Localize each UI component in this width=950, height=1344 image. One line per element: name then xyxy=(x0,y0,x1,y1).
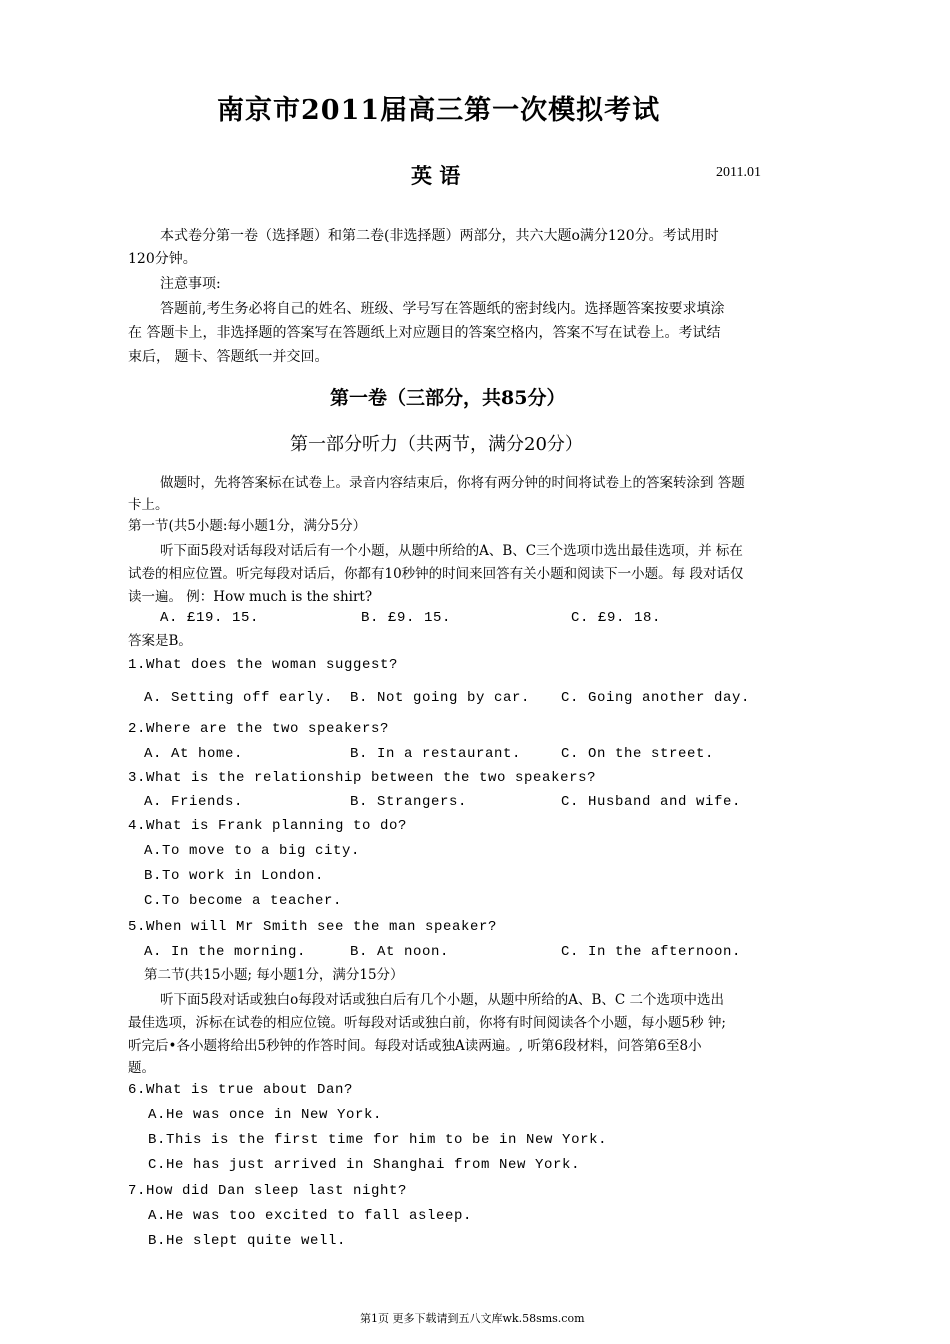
q6-option-b: B.This is the first time for him to be in New York. xyxy=(148,1132,608,1148)
q1-option-b: B. Not going by car. xyxy=(350,690,531,706)
example-answer: 答案是B。 xyxy=(128,633,192,649)
q3-stem: 3.What is the relationship between the two speakers? xyxy=(128,770,597,786)
subject-title: 英 语 xyxy=(411,163,461,188)
q6-stem: 6.What is true about Dan? xyxy=(128,1082,354,1098)
q4-option-a: A.To move to a big city. xyxy=(144,843,361,859)
section1-instruction-line-1: 听下面5段对话每段对话后有一个小题，从题中所给的A、B、C三个选项巾选出最佳选项，并 标在 xyxy=(160,543,743,559)
notice-line-1: 答题前,考生务必将自己的姓名、班级、学号写在答题纸的密封线内。选择题答案按要求填涂 xyxy=(160,301,725,317)
section1-heading: 第一节(共5小题:每小题1分，满分5分） xyxy=(128,518,367,534)
q6-option-c: C.He has just arrived in Shanghai from New York. xyxy=(148,1157,581,1173)
section2-heading: 第二节(共15小题; 每小题1分，满分15分） xyxy=(144,967,404,983)
volume1-heading: 第一卷（三部分，共85分） xyxy=(330,387,566,409)
q3-option-c: C. Husband and wife. xyxy=(561,794,742,810)
q4-stem: 4.What is Frank planning to do? xyxy=(128,818,408,834)
q2-option-b: B. In a restaurant. xyxy=(350,746,522,762)
q1-stem: 1.What does the woman suggest? xyxy=(128,657,399,673)
q1-option-c: C. Going another day. xyxy=(561,690,751,706)
q5-option-c: C. In the afternoon. xyxy=(561,944,742,960)
q2-option-c: C. On the street. xyxy=(561,746,715,762)
q3-option-a: A. Friends. xyxy=(144,794,244,810)
example-option-b: B. £9. 15. xyxy=(361,610,452,626)
notice-line-3: 束后， 题卡、答题纸一并交回。 xyxy=(128,349,329,365)
section1-instruction-line-2: 试卷的相应位置。听完每段对话后，你都有10秒钟的时间来回答有关小题和阅读下一小题。每 段对话仅 xyxy=(128,566,744,582)
q7-option-b: B.He slept quite well. xyxy=(148,1233,347,1249)
example-option-c: C. £9. 18. xyxy=(571,610,662,626)
q7-option-a: A.He was too excited to fall asleep. xyxy=(148,1208,473,1224)
q5-option-a: A. In the morning. xyxy=(144,944,307,960)
notice-line-2: 在 答题卡上，非选择题的答案写在答题纸上对应题目的答案空格内，答案不写在试卷上。考试结 xyxy=(128,325,721,341)
example-option-a: A. £19. 15. xyxy=(160,610,260,626)
section2-instruction-line-2: 最佳选项，泝标在试卷的相应位镜。听每段对话或独白前，你将有时间阅读各个小题，每小题5秒 钟; xyxy=(128,1015,726,1031)
notice-label: 注意事项: xyxy=(160,276,221,292)
page-footer: 第1页 更多下载请到五八文库wk.58sms.com xyxy=(360,1312,585,1325)
q6-option-a: A.He was once in New York. xyxy=(148,1107,383,1123)
exam-date: 2011.01 xyxy=(716,165,761,180)
section2-instruction-line-1: 听下面5段对话或独白o每段对话或独白后有几个小题，从题中所给的A、B、C 二个选项中选出 xyxy=(160,992,725,1008)
intro-line-1: 本式卷分第一卷（选择题）和第二卷(非选择题）两部分，共六大题o满分120分。考试用时 xyxy=(160,228,719,244)
intro-line-2: 120分钟。 xyxy=(128,251,197,267)
q5-option-b: B. At noon. xyxy=(350,944,450,960)
q5-stem: 5.When will Mr Smith see the man speaker? xyxy=(128,919,498,935)
q4-option-b: B.To work in London. xyxy=(144,868,325,884)
q7-stem: 7.How did Dan sleep last night? xyxy=(128,1183,408,1199)
section2-instruction-line-4: 题。 xyxy=(128,1060,155,1076)
q2-stem: 2.Where are the two speakers? xyxy=(128,721,390,737)
q2-option-a: A. At home. xyxy=(144,746,244,762)
exam-title: 南京市2011届高三第一次模拟考试 xyxy=(217,95,661,126)
part1-instruction-line-1: 做题时，先将答案标在试卷上。录音内容结束后，你将有两分钟的时间将试卷上的答案转涂到 答题 xyxy=(160,475,745,491)
q1-option-a: A. Setting off early. xyxy=(144,690,334,706)
section2-instruction-line-3: 听完后•各小题将给出5秒钟的作答时间。每段对话或独A读两遍。, 听第6段材料，问答第6至8小 xyxy=(128,1038,702,1054)
part1-heading: 第一部分听力（共两节，满分20分） xyxy=(290,434,583,455)
q3-option-b: B. Strangers. xyxy=(350,794,468,810)
q4-option-c: C.To become a teacher. xyxy=(144,893,343,909)
part1-instruction-line-2: 卡上。 xyxy=(128,497,169,513)
section1-instruction-line-3: 读一遍。 例：How much is the shirt? xyxy=(128,589,373,605)
